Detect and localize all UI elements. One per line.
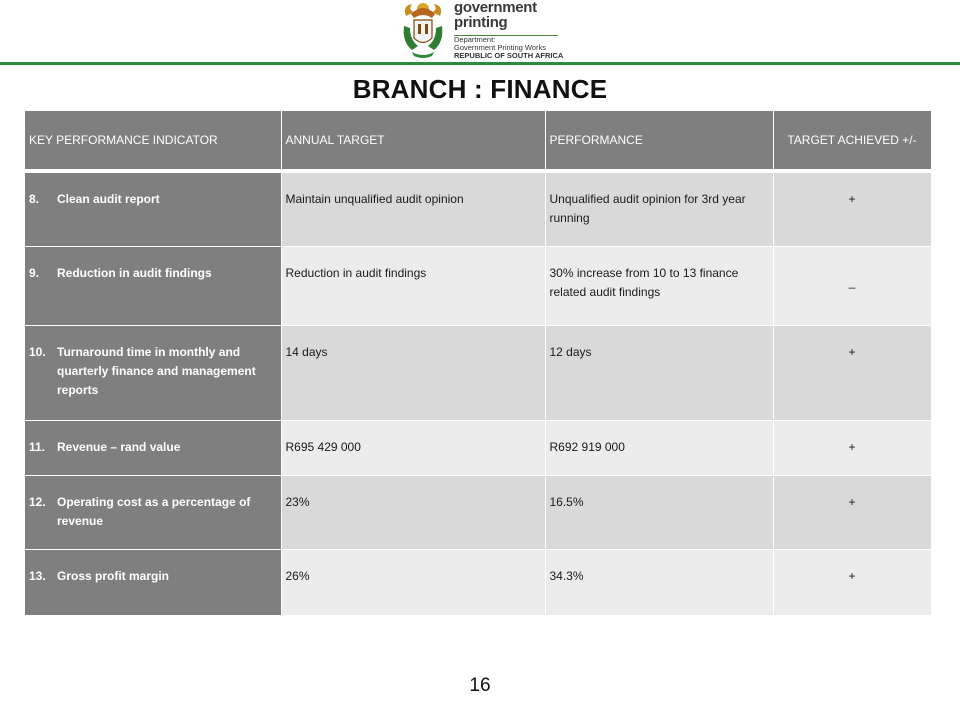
government-printing-logo [398,0,568,62]
target-achieved-cell: _ [773,246,931,325]
page-number: 16 [469,675,491,696]
kpi-number: 13. [29,568,46,583]
kpi-number: 10. [29,344,46,359]
performance-cell: 12 days [545,325,773,420]
logo-department-label: Department: [454,35,496,44]
kpi-cell [25,420,281,475]
target-achieved-cell: + [773,420,931,475]
kpi-label: Turnaround time in monthly and quarterly finance and management reports [57,344,256,397]
logo-line-government: government [454,0,537,16]
kpi-number: 12. [29,494,46,509]
kpi-number: 8. [29,192,40,206]
table-row [25,420,931,475]
performance-cell: 30% increase from 10 to 13 finance related audit findings [545,246,773,325]
table-row [25,325,931,420]
col-header-target-achieved: TARGET ACHIEVED +/- [773,111,931,171]
annual-target-cell: Maintain unqualified audit opinion [281,171,545,246]
kpi-label: Revenue – rand value [57,439,181,454]
kpi-cell [25,325,281,420]
kpi-cell [25,549,281,615]
col-header-kpi: KEY PERFORMANCE INDICATOR [25,111,281,171]
logo-line-printing: printing [454,14,508,31]
target-achieved-cell: + [773,171,931,246]
table-header-row [25,111,931,171]
logo-wordmark [454,0,537,30]
kpi-label: Clean audit report [57,192,160,206]
kpi-number: 9. [29,265,40,280]
kpi-label: Reduction in audit findings [57,265,212,280]
kpi-table [25,111,932,616]
annual-target-cell: 26% [281,549,545,615]
coat-of-arms-icon [398,0,448,60]
performance-cell: R692 919 000 [545,420,773,475]
header-divider [0,62,960,65]
target-achieved-cell: + [773,549,931,615]
kpi-label: Operating cost as a percentage of revenue [57,494,251,528]
col-header-performance: PERFORMANCE [545,111,773,171]
kpi-cell [25,246,281,325]
page-title: BRANCH : FINANCE [352,74,608,104]
annual-target-cell: 23% [281,475,545,549]
target-achieved-cell: + [773,325,931,420]
performance-cell: 34.3% [545,549,773,615]
kpi-cell [25,475,281,549]
annual-target-cell: 14 days [281,325,545,420]
logo-country: REPUBLIC OF SOUTH AFRICA [454,51,564,60]
table-row [25,246,931,325]
kpi-cell [25,171,281,246]
performance-cell: Unqualified audit opinion for 3rd year running [545,171,773,246]
col-header-annual-target: ANNUAL TARGET [281,111,545,171]
target-achieved-cell: + [773,475,931,549]
annual-target-cell: R695 429 000 [281,420,545,475]
table-row [25,171,931,246]
kpi-label: Gross profit margin [57,568,170,583]
logo-department-name: Government Printing Works [454,43,546,52]
performance-cell: 16.5% [545,475,773,549]
kpi-number: 11. [29,439,46,454]
annual-target-cell: Reduction in audit findings [281,246,545,325]
table-row [25,549,931,615]
table-row [25,475,931,549]
